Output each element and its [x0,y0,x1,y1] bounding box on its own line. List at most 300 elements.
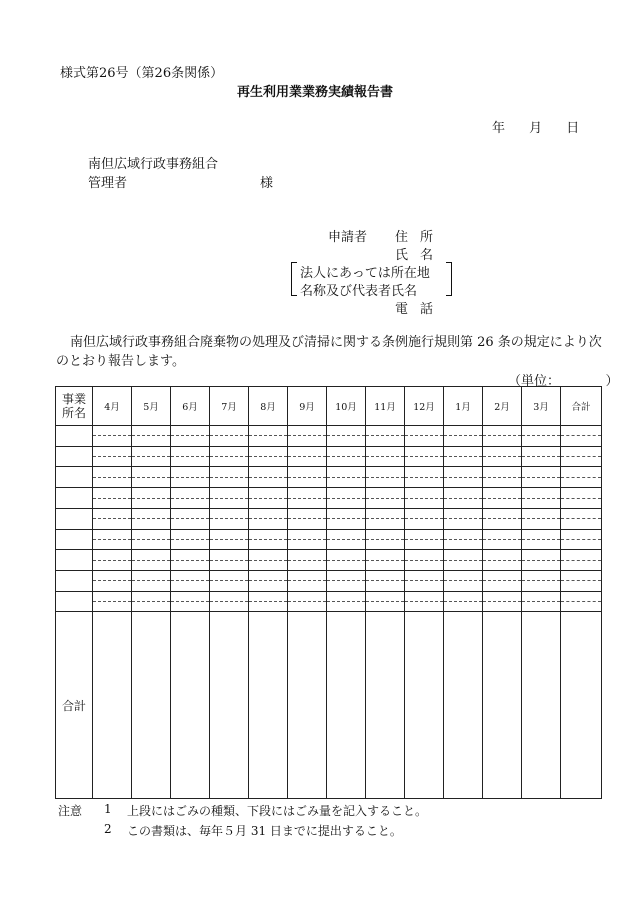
table-cell[interactable] [93,550,132,560]
table-cell[interactable] [93,477,132,487]
table-cell[interactable] [405,550,444,560]
table-cell[interactable] [561,426,602,436]
office-name-cell[interactable] [56,426,93,447]
table-cell[interactable] [522,488,561,498]
report-table [55,386,602,799]
table-cell[interactable] [483,477,522,487]
table-cell[interactable] [132,539,171,549]
table-cell[interactable] [210,477,249,487]
table-row [56,477,602,487]
table-header-row [56,387,602,426]
table-cell[interactable] [93,539,132,549]
table-cell[interactable] [210,519,249,529]
table-cell[interactable] [405,498,444,508]
month-header: 5月 [132,387,171,426]
applicant-corp-line1: 法人にあっては所在地 [300,266,430,281]
table-cell[interactable] [366,571,405,581]
table-row [56,529,602,539]
unit-label: （単位： ） [508,374,619,389]
table-cell[interactable] [561,602,602,612]
table-cell[interactable] [327,539,366,549]
table-cell[interactable] [444,581,483,591]
office-name-cell[interactable] [56,529,93,550]
table-cell[interactable] [366,426,405,436]
table-cell[interactable] [522,477,561,487]
month-header: 6月 [171,387,210,426]
table-cell[interactable] [327,498,366,508]
office-header-line1: 事業 [61,392,86,406]
table-cell[interactable] [171,550,210,560]
table-cell[interactable] [288,612,327,799]
table-cell[interactable] [366,602,405,612]
table-cell[interactable] [444,560,483,570]
table-cell[interactable] [249,457,288,467]
table-cell[interactable] [522,519,561,529]
table-cell[interactable] [132,571,171,581]
table-cell[interactable] [171,446,210,456]
table-cell[interactable] [171,457,210,467]
table-cell[interactable] [210,602,249,612]
applicant-label: 申請者 [328,230,368,245]
table-cell[interactable] [288,436,327,446]
table-cell[interactable] [288,467,327,477]
table-cell[interactable] [444,602,483,612]
table-cell[interactable] [444,477,483,487]
table-cell[interactable] [483,467,522,477]
table-cell[interactable] [288,457,327,467]
addressee-admin: 管理者 [88,176,128,191]
table-cell[interactable] [210,457,249,467]
table-cell[interactable] [366,539,405,549]
table-cell[interactable] [288,550,327,560]
table-cell[interactable] [171,539,210,549]
table-cell[interactable] [483,571,522,581]
table-cell[interactable] [132,581,171,591]
table-cell[interactable] [405,519,444,529]
table-cell[interactable] [93,560,132,570]
table-cell[interactable] [561,519,602,529]
table-cell[interactable] [327,426,366,436]
office-header-line2: 所名 [61,406,86,420]
table-cell[interactable] [93,467,132,477]
table-cell[interactable] [366,581,405,591]
table-cell[interactable] [327,602,366,612]
table-cell[interactable] [249,426,288,436]
applicant-address-label: 住所 [395,230,446,245]
document-title: 再生利用業業務実績報告書 [236,85,393,100]
table-cell[interactable] [444,519,483,529]
table-cell[interactable] [366,519,405,529]
table-cell[interactable] [483,581,522,591]
table-cell[interactable] [522,467,561,477]
table-cell[interactable] [444,529,483,539]
office-name-cell[interactable] [56,591,93,612]
table-body [56,426,602,799]
table-cell[interactable] [288,446,327,456]
table-row [56,498,602,508]
table-cell[interactable] [405,508,444,518]
table-cell[interactable] [93,457,132,467]
table-cell[interactable] [327,467,366,477]
table-cell[interactable] [210,612,249,799]
table-cell[interactable] [132,602,171,612]
table-cell[interactable] [327,529,366,539]
table-cell[interactable] [366,457,405,467]
table-cell[interactable] [366,612,405,799]
table-row [56,560,602,570]
table-cell[interactable] [444,508,483,518]
table-cell[interactable] [561,591,602,601]
table-cell[interactable] [483,539,522,549]
table-cell[interactable] [522,571,561,581]
month-header: 10月 [327,387,366,426]
table-cell[interactable] [444,571,483,581]
table-cell[interactable] [210,498,249,508]
table-cell[interactable] [522,612,561,799]
table-cell[interactable] [405,446,444,456]
table-cell[interactable] [561,446,602,456]
table-cell[interactable] [483,498,522,508]
table-cell[interactable] [171,560,210,570]
table-cell[interactable] [288,571,327,581]
table-cell[interactable] [444,426,483,436]
month-header: 3月 [522,387,561,426]
table-cell[interactable] [522,581,561,591]
table-cell[interactable] [93,426,132,436]
table-cell[interactable] [132,446,171,456]
table-cell[interactable] [405,426,444,436]
table-cell[interactable] [483,519,522,529]
table-cell[interactable] [522,560,561,570]
date-line: 年 月 日 [492,121,580,136]
table-cell[interactable] [522,508,561,518]
office-name-cell[interactable] [56,571,93,592]
table-cell[interactable] [366,467,405,477]
table-cell[interactable] [288,560,327,570]
table-cell[interactable] [561,498,602,508]
table-cell[interactable] [483,560,522,570]
table-cell[interactable] [93,529,132,539]
table-cell[interactable] [405,436,444,446]
table-cell[interactable] [483,457,522,467]
table-cell[interactable] [132,550,171,560]
table-cell[interactable] [171,571,210,581]
table-cell[interactable] [132,467,171,477]
note-1-text: 上段にはごみの種類、下段にはごみ量を記入すること。 [127,804,428,818]
table-cell[interactable] [93,612,132,799]
table-cell[interactable] [249,612,288,799]
table-cell[interactable] [405,488,444,498]
table-cell[interactable] [444,539,483,549]
table-cell[interactable] [405,581,444,591]
table-cell[interactable] [93,571,132,581]
applicant-phone-label: 電話 [395,302,446,317]
table-cell[interactable] [561,571,602,581]
table-cell[interactable] [483,488,522,498]
table-cell[interactable] [444,550,483,560]
table-row [56,591,602,601]
table-cell[interactable] [288,539,327,549]
table-cell[interactable] [210,539,249,549]
table-cell[interactable] [366,498,405,508]
table-cell[interactable] [444,498,483,508]
table-cell[interactable] [522,498,561,508]
table-cell[interactable] [171,488,210,498]
note-1-number: 1 [104,802,112,816]
table-cell[interactable] [132,498,171,508]
table-cell[interactable] [405,467,444,477]
table-cell[interactable] [249,498,288,508]
table-cell[interactable] [444,457,483,467]
table-row [56,519,602,529]
table-cell[interactable] [327,508,366,518]
table-cell[interactable] [561,467,602,477]
table-cell[interactable] [522,426,561,436]
table-cell[interactable] [171,477,210,487]
table-cell[interactable] [210,581,249,591]
table-cell[interactable] [522,457,561,467]
table-cell[interactable] [327,488,366,498]
table-cell[interactable] [210,508,249,518]
table-cell[interactable] [171,436,210,446]
table-cell[interactable] [249,571,288,581]
table-cell[interactable] [561,529,602,539]
month-header: 2月 [483,387,522,426]
table-cell[interactable] [210,529,249,539]
table-cell[interactable] [522,436,561,446]
table-cell[interactable] [249,446,288,456]
note-2-text: この書類は、毎年５月 31 日までに提出すること。 [127,824,402,838]
table-cell[interactable] [483,550,522,560]
table-cell[interactable] [249,550,288,560]
table-cell[interactable] [288,426,327,436]
table-cell[interactable] [483,591,522,601]
table-cell[interactable] [288,519,327,529]
table-cell[interactable] [132,519,171,529]
table-cell[interactable] [132,488,171,498]
table-cell[interactable] [210,591,249,601]
table-cell[interactable] [327,436,366,446]
month-header: 9月 [288,387,327,426]
table-cell[interactable] [288,477,327,487]
table-cell[interactable] [132,477,171,487]
table-cell[interactable] [366,477,405,487]
table-cell[interactable] [93,602,132,612]
office-name-cell[interactable] [56,467,93,488]
table-cell[interactable] [405,602,444,612]
office-name-cell[interactable] [56,550,93,571]
table-cell[interactable] [171,498,210,508]
table-cell[interactable] [288,488,327,498]
table-cell[interactable] [288,602,327,612]
table-cell[interactable] [171,529,210,539]
table-row [56,550,602,560]
table-cell[interactable] [249,591,288,601]
table-cell[interactable] [132,426,171,436]
table-cell[interactable] [444,446,483,456]
table-cell[interactable] [249,602,288,612]
table-cell[interactable] [483,426,522,436]
table-cell[interactable] [171,602,210,612]
table-cell[interactable] [249,519,288,529]
table-cell[interactable] [132,508,171,518]
table-cell[interactable] [132,457,171,467]
table-cell[interactable] [405,539,444,549]
table-cell[interactable] [249,436,288,446]
table-cell[interactable] [444,467,483,477]
table-cell[interactable] [171,581,210,591]
notes-label: 注意 [58,804,83,818]
table-cell[interactable] [249,581,288,591]
table-cell[interactable] [327,550,366,560]
table-row [56,436,602,446]
applicant-corp-line2: 名称及び代表者氏名 [300,284,418,299]
table-cell[interactable] [327,519,366,529]
table-cell[interactable] [288,529,327,539]
table-cell[interactable] [405,477,444,487]
table-cell[interactable] [327,581,366,591]
table-cell[interactable] [93,446,132,456]
month-header: 1月 [444,387,483,426]
table-cell[interactable] [210,467,249,477]
table-cell[interactable] [444,612,483,799]
table-cell[interactable] [210,571,249,581]
table-cell[interactable] [171,519,210,529]
table-cell[interactable] [561,436,602,446]
month-header: 4月 [93,387,132,426]
table-cell[interactable] [327,591,366,601]
table-cell[interactable] [249,488,288,498]
table-cell[interactable] [93,581,132,591]
addressee-org: 南但広域行政事務組合 [88,157,219,172]
table-cell[interactable] [483,436,522,446]
table-cell[interactable] [444,436,483,446]
table-cell[interactable] [288,581,327,591]
table-cell[interactable] [93,519,132,529]
bracket-right [446,262,452,296]
table-cell[interactable] [444,591,483,601]
table-cell[interactable] [93,436,132,446]
table-cell[interactable] [483,529,522,539]
table-cell[interactable] [405,571,444,581]
office-name-cell[interactable] [56,446,93,467]
table-cell[interactable] [405,529,444,539]
table-cell[interactable] [171,426,210,436]
table-cell[interactable] [327,560,366,570]
table-cell[interactable] [171,612,210,799]
table-cell[interactable] [93,488,132,498]
addressee-honorific: 様 [260,176,274,191]
table-cell[interactable] [93,591,132,601]
table-cell[interactable] [210,488,249,498]
table-cell[interactable] [561,488,602,498]
table-cell[interactable] [132,529,171,539]
table-cell[interactable] [522,529,561,539]
table-cell[interactable] [171,467,210,477]
table-cell[interactable] [561,612,602,799]
table-cell[interactable] [483,446,522,456]
table-cell[interactable] [327,446,366,456]
table-cell[interactable] [405,457,444,467]
table-cell[interactable] [522,591,561,601]
table-cell[interactable] [249,477,288,487]
table-cell[interactable] [366,560,405,570]
table-row [56,446,602,456]
table-cell[interactable] [405,612,444,799]
table-cell[interactable] [93,508,132,518]
table-row [56,488,602,498]
table-cell[interactable] [249,560,288,570]
table-cell[interactable] [522,602,561,612]
table-row [56,602,602,612]
table-cell[interactable] [366,508,405,518]
table-cell[interactable] [522,446,561,456]
table-cell[interactable] [366,550,405,560]
table-cell[interactable] [366,529,405,539]
table-cell[interactable] [561,477,602,487]
table-cell[interactable] [366,488,405,498]
table-cell[interactable] [561,457,602,467]
total-row-label: 合計 [56,612,93,799]
table-cell[interactable] [327,571,366,581]
table-cell[interactable] [366,446,405,456]
total-column-header: 合計 [561,387,602,426]
table-cell[interactable] [483,602,522,612]
table-cell[interactable] [249,539,288,549]
table-cell[interactable] [210,446,249,456]
table-cell[interactable] [288,498,327,508]
table-cell[interactable] [210,550,249,560]
table-cell[interactable] [483,508,522,518]
table-cell[interactable] [132,612,171,799]
office-name-cell[interactable] [56,508,93,529]
table-cell[interactable] [327,477,366,487]
table-cell[interactable] [171,591,210,601]
office-name-cell[interactable] [56,488,93,509]
table-cell[interactable] [210,426,249,436]
table-cell[interactable] [171,508,210,518]
table-cell[interactable] [444,488,483,498]
table-cell[interactable] [561,581,602,591]
table-cell[interactable] [561,508,602,518]
table-row [56,467,602,477]
table-cell[interactable] [561,560,602,570]
table-cell[interactable] [561,550,602,560]
table-cell[interactable] [561,539,602,549]
table-cell[interactable] [366,436,405,446]
table-cell[interactable] [249,529,288,539]
table-cell[interactable] [288,508,327,518]
table-cell[interactable] [288,591,327,601]
table-cell[interactable] [210,436,249,446]
table-cell[interactable] [327,457,366,467]
table-cell[interactable] [249,508,288,518]
table-cell[interactable] [249,467,288,477]
table-cell[interactable] [522,539,561,549]
table-cell[interactable] [483,612,522,799]
table-cell[interactable] [405,560,444,570]
table-cell[interactable] [93,498,132,508]
table-cell[interactable] [366,591,405,601]
table-cell[interactable] [327,612,366,799]
table-cell[interactable] [210,560,249,570]
table-cell[interactable] [522,550,561,560]
table-cell[interactable] [132,436,171,446]
month-header: 7月 [210,387,249,426]
table-cell[interactable] [405,591,444,601]
table-cell[interactable] [132,591,171,601]
table-cell[interactable] [132,560,171,570]
